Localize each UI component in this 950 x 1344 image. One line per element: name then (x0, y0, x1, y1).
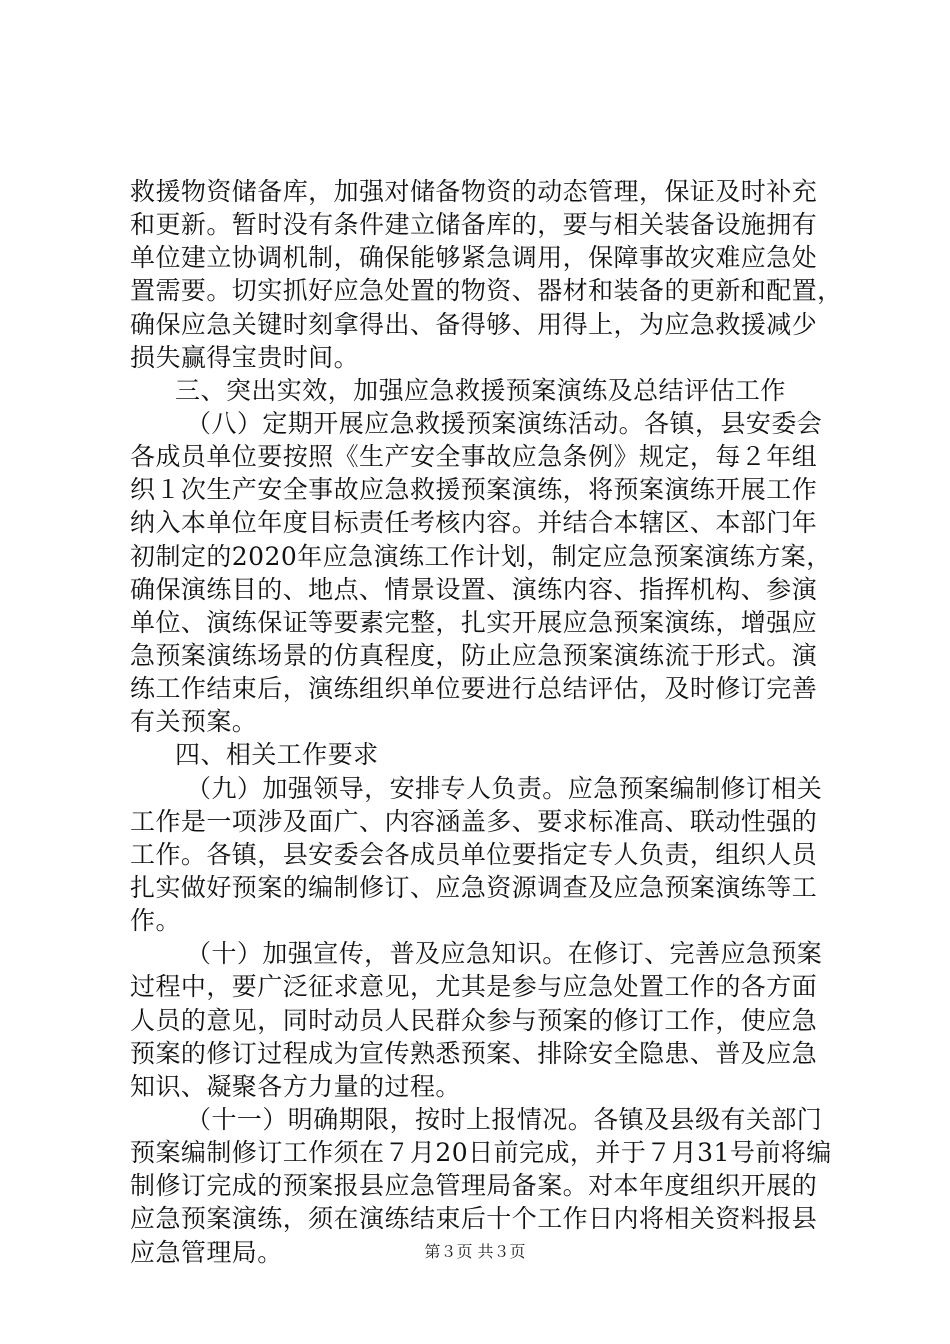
text-line: 单位、演练保证等要素完整，扎实开展应急预案演练，增强应 (130, 607, 818, 637)
paragraph-start-line: 四、相关工作要求 (175, 740, 379, 770)
text-line: 预案编制修订工作须在７月20日前完成，并于７月31号前将编 (130, 1138, 832, 1168)
text-line: 损失赢得宝贵时间。 (130, 342, 360, 372)
text-line: 过程中，要广泛征求意见，尤其是参与应急处置工作的各方面 (130, 972, 818, 1002)
page-footer: 第３页 共３页 (424, 1242, 526, 1261)
text-line: 应急预案演练，须在演练结束后十个工作日内将相关资料报县 (130, 1204, 818, 1234)
text-line: 单位建立协调机制，确保能够紧急调用，保障事故灾难应急处 (130, 243, 818, 273)
text-line: 确保演练目的、地点、情景设置、演练内容、指挥机构、参演 (130, 574, 818, 604)
paragraph-start-line: 三、突出实效，加强应急救援预案演练及总结评估工作 (175, 375, 786, 405)
text-line: 扎实做好预案的编制修订、应急资源调查及应急预案演练等工 (130, 872, 818, 902)
text-line: 救援物资储备库，加强对储备物资的动态管理，保证及时补充 (130, 177, 818, 206)
text-line: 工作。各镇，县安委会各成员单位要指定专人负责，组织人员 (130, 839, 818, 869)
text-line: 工作是一项涉及面广、内容涵盖多、要求标准高、联动性强的 (130, 806, 818, 836)
paragraph-start-line: （九）加强领导，安排专人负责。应急预案编制修订相关 (186, 773, 823, 803)
text-line: 织１次生产安全事故应急救援预案演练，将预案演练开展工作 (130, 475, 818, 505)
text-line: 人员的意见，同时动员人民群众参与预案的修订工作，使应急 (130, 1005, 818, 1035)
text-line: 预案的修订过程成为宣传熟悉预案、排除安全隐患、普及应急 (130, 1038, 818, 1068)
text-line: 有关预案。 (130, 707, 258, 737)
text-line: 作。 (130, 906, 181, 936)
paragraph-start-line: （十一）明确期限，按时上报情况。各镇及县级有关部门 (186, 1104, 823, 1134)
text-line: 制修订完成的预案报县应急管理局备案。对本年度组织开展的 (130, 1171, 818, 1201)
text-line: 应急管理局。 (130, 1237, 283, 1267)
text-line: 初制定的2020年应急演练工作计划，制定应急预案演练方案， (130, 541, 832, 571)
paragraph-start-line: （八）定期开展应急救援预案演练活动。各镇，县安委会 (186, 408, 823, 438)
text-line: 置需要。切实抓好应急处置的物资、器材和装备的更新和配置， (130, 276, 843, 306)
text-line: 各成员单位要按照《生产安全事故应急条例》规定，每２年组 (130, 442, 818, 472)
text-line: 急预案演练场景的仿真程度，防止应急预案演练流于形式。演 (130, 640, 818, 670)
document-body (130, 175, 850, 1269)
text-line: 知识、凝聚各方力量的过程。 (130, 1071, 461, 1101)
text-line: 练工作结束后，演练组织单位要进行总结评估，及时修订完善 (130, 674, 818, 704)
text-line: 纳入本单位年度目标责任考核内容。并结合本辖区、本部门年 (130, 508, 818, 538)
paragraph-start-line: （十）加强宣传，普及应急知识。在修订、完善应急预案 (186, 939, 823, 969)
text-line: 确保应急关键时刻拿得出、备得够、用得上，为应急救援减少 (130, 309, 818, 339)
text-line: 和更新。暂时没有条件建立储备库的，要与相关装备设施拥有 (130, 210, 818, 240)
